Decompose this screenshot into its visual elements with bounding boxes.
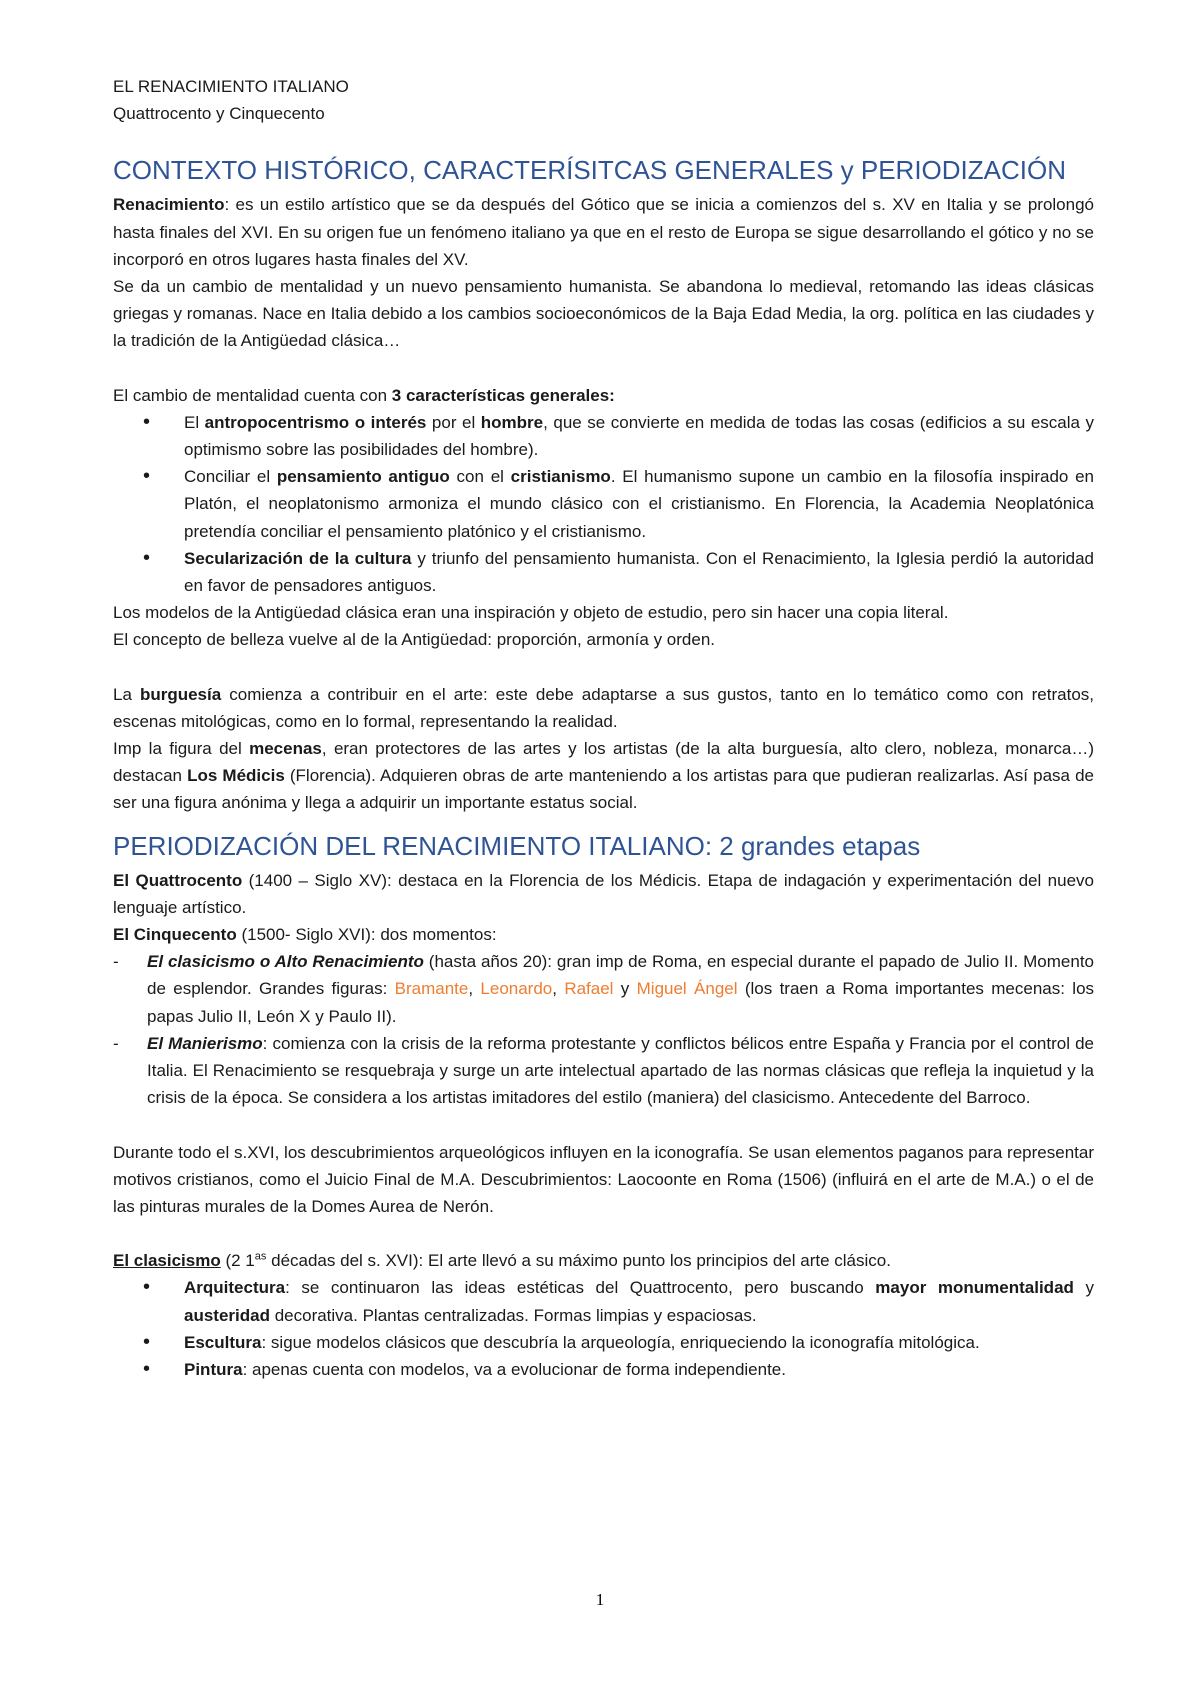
list-item: • Arquitectura: se continuaron las ideas estéticas del Quattrocento, pero buscando mayor monumentalidad y austeridad decorativa. Plantas centralizadas. Formas limpias y espaciosas. xyxy=(113,1274,1094,1328)
paragraph-clasicismo: El clasicismo (2 $1^{as}$ décadas del s. XVI): El arte llevó a su máximo punto los principios del arte clásico. xyxy=(113,1250,891,1271)
paragraph-descubrimientos: Durante todo el s.XVI, los descubrimientos arqueológicos influyen en la iconografía. Se usan elementos paganos para representar motivos cristianos, como el Juicio Final de M.A. Descubrimientos: Laocoonte en Roma (1506) (influirá en el arte de M.A.) o el de las pinturas murales de la Domes Aurea de Nerón. xyxy=(113,1142,1094,1216)
list-item: - El clasicismo o Alto Renacimiento (hasta años 20): gran imp de Roma, en especial durante el papado de Julio II. Momento de esplendor. Grandes figuras: Bramante, Leonardo, Rafael y Miguel Ángel (los traen a Roma importantes mecenas: los papas Julio II, León X y Paulo II). xyxy=(113,948,1094,1030)
paragraph-renacimiento: Renacimiento: es un estilo artístico que se da después del Gótico que se inicia a comienzos del s. XV en Italia y se prolongó hasta finales del XVI. En su origen fue un fenómeno italiano ya que en el resto de Europa se sigue desarrollando el gótico y no se incorporó en otros lugares hasta finales del XV. xyxy=(113,195,1094,269)
list-item: • Conciliar el pensamiento antiguo con el cristianismo. El humanismo supone un cambio en la filosofía inspirado en Platón, el neoplatonismo armoniza el mundo clásico con el cristianismo. En Florencia, la Academia Neoplatónica pretendía conciliar el pensamiento platónico y el cristianismo. xyxy=(113,463,1094,545)
document-title: EL RENACIMIENTO ITALIANO xyxy=(113,77,349,96)
paragraph-mentalidad: Se da un cambio de mentalidad y un nuevo pensamiento humanista. Se abandona lo medieval, retomando las ideas clásicas griegas y romanas. Nace en Italia debido a los cambios socioeconómicos de la Baja Edad Media, la org. política en las ciudades y la tradición de la Antigüedad clásica… xyxy=(113,277,1094,351)
cinquecento-list xyxy=(113,948,1094,1111)
list-item: • El antropocentrismo o interés por el hombre, que se convierte en medida de todas las cosas (edificios a su escala y optimismo sobre las posibilidades del hombre). xyxy=(113,409,1094,463)
section-heading-context: CONTEXTO HISTÓRICO, CARACTERÍSITCAS GENERALES y PERIODIZACIÓN xyxy=(113,155,1066,186)
artist-leonardo: Leonardo xyxy=(480,979,553,999)
clasicismo-list xyxy=(113,1274,1094,1383)
list-item: - El Manierismo: comienza con la crisis de la reforma protestante y conflictos bélicos entre España y Francia por el control de Italia. El Renacimiento se resquebraja y surge un arte intelectual apartado de las normas clásicas que refleja la inquietud y la crisis de la época. Se considera a los artistas imitadores del estilo (maniera) del clasicismo. Antecedente del Barroco. xyxy=(113,1030,1094,1112)
paragraph-belleza: El concepto de belleza vuelve al de la Antigüedad: proporción, armonía y orden. xyxy=(113,630,716,650)
paragraph-quattrocento: El Quattrocento (1400 – Siglo XV): destaca en la Florencia de los Médicis. Etapa de indagación y experimentación del nuevo lenguaje artístico. xyxy=(113,870,1094,917)
artist-rafael: Rafael xyxy=(564,979,614,999)
paragraph-caracteristicas-intro: El cambio de mentalidad cuenta con 3 características generales: xyxy=(113,385,615,405)
section-heading-periodizacion: PERIODIZACIÓN DEL RENACIMIENTO ITALIANO: 2 grandes etapas xyxy=(113,830,921,861)
paragraph-mecenas: Imp la figura del mecenas, eran protectores de las artes y los artistas (de la alta burguesía, alto clero, nobleza, monarca…) destacan Los Médicis (Florencia). Adquieren obras de arte manteniendo a los artistas para que pudieran realizarlas. Así pasa de ser una figura anónima y llega a adquirir un importante estatus social. xyxy=(113,739,1094,813)
artist-miguel-angel: Miguel Ángel xyxy=(636,979,738,999)
list-item: • Secularización de la cultura y triunfo del pensamiento humanista. Con el Renacimiento, la Iglesia perdió la autoridad en favor de pensadores antiguos. xyxy=(113,545,1094,599)
artist-bramante: Bramante xyxy=(394,979,469,999)
list-item: • Pintura: apenas cuenta con modelos, va a evolucionar de forma independiente. xyxy=(113,1356,1094,1383)
page-number: 1 xyxy=(595,1590,605,1609)
paragraph-cinquecento: El Cinquecento (1500- Siglo XVI): dos momentos: xyxy=(113,925,497,945)
term-renacimiento: Renacimiento xyxy=(113,195,225,215)
characteristics-list xyxy=(113,409,1094,599)
document-subtitle: Quattrocento y Cinquecento xyxy=(113,104,325,124)
list-item: • Escultura: sigue modelos clásicos que descubría la arqueología, enriqueciendo la iconografía mitológica. xyxy=(113,1329,1094,1356)
paragraph-burguesia: La burguesía comienza a contribuir en el arte: este debe adaptarse a sus gustos, tanto en lo temático como con retratos, escenas mitológicas, como en lo formal, representando la realidad. xyxy=(113,684,1094,731)
paragraph-modelos: Los modelos de la Antigüedad clásica eran una inspiración y objeto de estudio, pero sin hacer una copia literal. xyxy=(113,603,949,623)
